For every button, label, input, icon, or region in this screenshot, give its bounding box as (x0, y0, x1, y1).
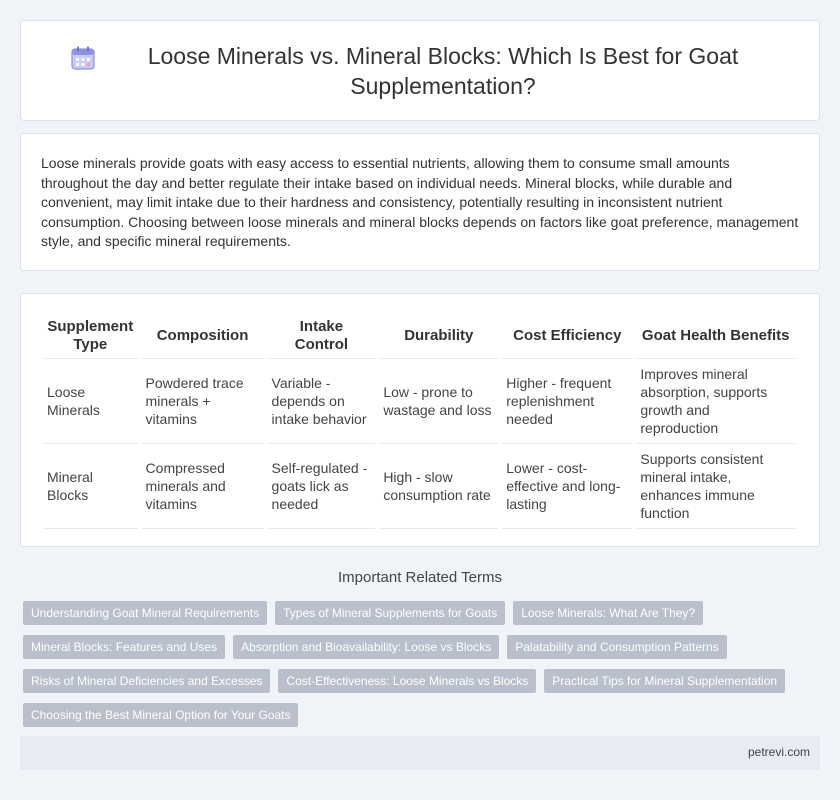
table-cell: High - slow consumption rate (379, 443, 498, 529)
column-header: Durability (404, 327, 474, 344)
title-wrap (70, 41, 770, 101)
table-cell: Lower - cost-effective and long-lasting (502, 443, 632, 529)
related-term-tag[interactable]: Choosing the Best Mineral Option for Your Goats (23, 703, 298, 727)
related-term-tag[interactable]: Understanding Goat Mineral Requirements (23, 601, 267, 625)
related-term-tag[interactable]: Types of Mineral Supplements for Goats (275, 601, 505, 625)
related-term-tag[interactable]: Absorption and Bioavailability: Loose vs Blocks (233, 635, 499, 659)
related-term-tag[interactable]: Mineral Blocks: Features and Uses (23, 635, 225, 659)
comparison-table-card (20, 293, 820, 547)
table-cell: Low - prone to wastage and loss (379, 358, 498, 443)
table-cell: Mineral Blocks (43, 443, 138, 529)
footer-site-name[interactable]: petrevi.com (747, 745, 810, 759)
column-header: Cost Efficiency (513, 327, 622, 344)
table-cell: Powdered trace minerals + vitamins (142, 358, 264, 443)
related-term-tag[interactable]: Risks of Mineral Deficiencies and Excesses (23, 669, 270, 693)
intro-paragraph: Loose minerals provide goats with easy access to essential nutrients, allowing them to consume small amounts throughout the day and better regulate their intake based on individual needs. Mineral blocks, while durable and convenient, may limit intake due to their hardness and consistency, potentially resulting in inconsistent nutrient consumption. Choosing between loose minerals and mineral blocks depends on factors like goat preference, management style, and specific mineral requirements. (41, 155, 799, 249)
related-terms-tags (23, 601, 813, 727)
table-cell: Loose Minerals (43, 358, 138, 443)
comparison-table (39, 314, 799, 529)
table-cell: Improves mineral absorption, supports growth and reproduction (636, 358, 795, 443)
column-header: Supplement Type (47, 318, 134, 353)
table-cell: Self-regulated - goats lick as needed (268, 443, 376, 529)
related-term-tag[interactable]: Cost-Effectiveness: Loose Minerals vs Blocks (278, 669, 536, 693)
table-header-row (43, 314, 795, 358)
footer (20, 736, 820, 770)
column-header: Composition (156, 327, 249, 344)
column-header: Goat Health Benefits (641, 327, 790, 344)
calendar-icon (70, 45, 96, 71)
table-cell: Variable - depends on intake behavior (268, 358, 376, 443)
table-cell: Supports consistent mineral intake, enhances immune function (636, 443, 795, 529)
table-cell: Compressed minerals and vitamins (142, 443, 264, 529)
table-row (43, 358, 795, 443)
related-term-tag[interactable]: Loose Minerals: What Are They? (513, 601, 703, 625)
header-card (20, 20, 820, 121)
related-term-tag[interactable]: Palatability and Consumption Patterns (507, 635, 726, 659)
table-row (43, 443, 795, 529)
related-term-tag[interactable]: Practical Tips for Mineral Supplementation (544, 669, 785, 693)
column-header: Intake Control (294, 318, 349, 353)
table-cell: Higher - frequent replenishment needed (502, 358, 632, 443)
intro-card (20, 133, 820, 271)
related-terms-title: Important Related Terms (338, 569, 502, 586)
page-title: Loose Minerals vs. Mineral Blocks: Which Is Best for Goat Supplementation? (147, 42, 739, 99)
